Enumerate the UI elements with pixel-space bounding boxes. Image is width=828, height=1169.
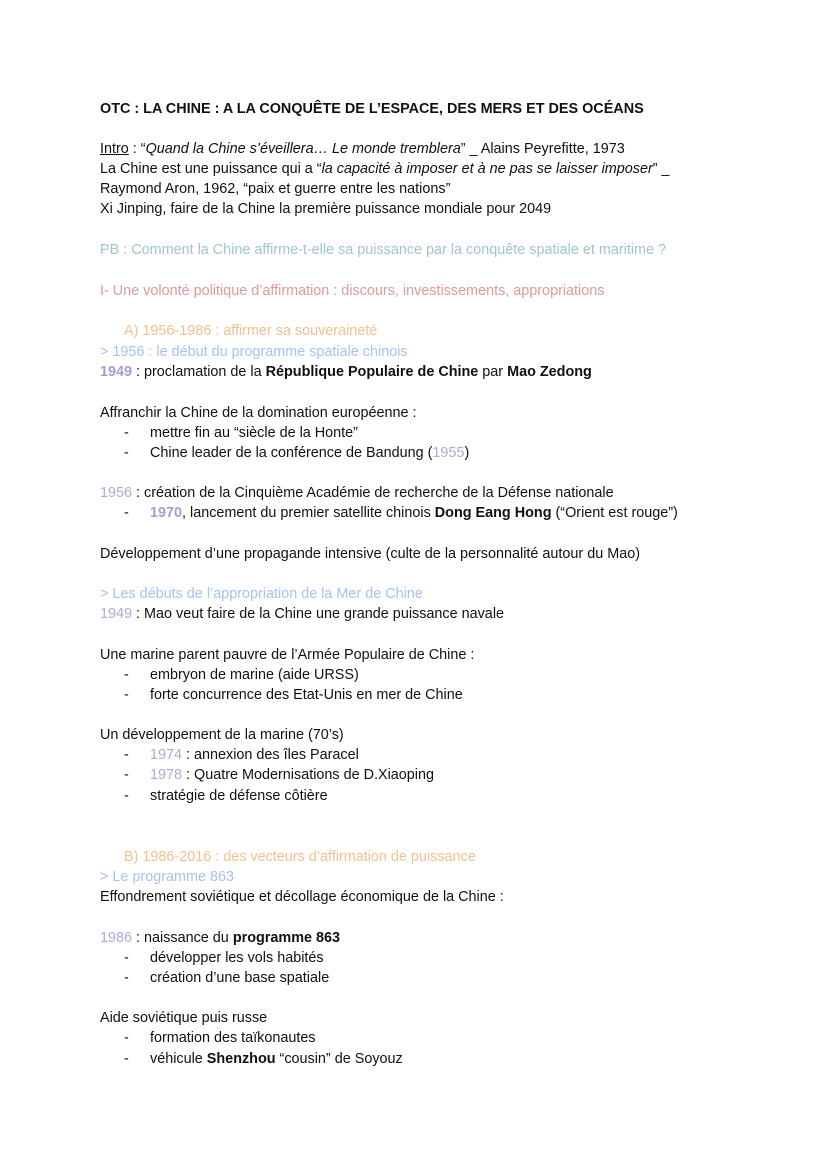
year-1955: 1955 [432,445,465,461]
list-item [0,765,828,785]
bullet-dash: - [124,788,129,804]
list-item-text: développer les vols habités [150,950,324,966]
year-1970: 1970 [150,505,183,521]
year-1949-navy: 1949 [100,606,133,622]
year-1949: 1949 [100,364,133,380]
intro-line-2-end: ” _ [652,161,670,177]
affranchir-line: Affranchir la Chine de la domination européenne : [100,405,417,421]
bullet-dash: - [124,970,129,986]
bullet-dash: - [124,950,129,966]
bullet-dash: - [124,687,129,703]
list-item-text: mettre fin au “siècle de la Honte” [150,425,358,441]
list-item [0,948,828,968]
year-1974: 1974 [150,747,183,763]
bullet-dash: - [124,1051,129,1067]
bullet-dash: - [124,505,129,521]
intro-quote-1: Quand la Chine s’éveillera… Le monde tremblera [145,141,461,157]
bullet-dash: - [124,767,129,783]
year-1956: 1956 [100,485,133,501]
year-1986: 1986 [100,930,133,946]
list-item-text [150,503,678,523]
effondrement-line: Effondrement soviétique et décollage économique de la Chine : [100,889,504,905]
bullet-dash: - [124,445,129,461]
marine-line: Une marine parent pauvre de l’Armée Populaire de Chine : [100,647,475,663]
bullet-dash: - [124,747,129,763]
rpc-name: République Populaire de Chine [265,364,479,380]
par-text: par [478,364,508,380]
list-item-text [150,1049,403,1069]
section-b-heading: B) 1986-2016 : des vecteurs d’affirmation de puissance [124,849,476,865]
satellite-name: Dong Eang Hong [434,505,552,521]
intro-label: Intro [100,141,129,157]
list-item [0,665,828,685]
bullet-dash: - [124,667,129,683]
list-item-text [150,765,434,785]
creation-line [100,483,614,503]
list-item [0,503,828,523]
intro-line-2-start: La Chine est une puissance qui a “ [100,161,322,177]
intro-line-1 [100,139,625,159]
intro-line-3: Raymond Aron, 1962, “paix et guerre entre les nations” [100,181,451,197]
list-item-text: création d’une base spatiale [150,970,330,986]
section-b-subheading-1: > Le programme 863 [100,869,234,885]
list-item [0,786,828,806]
list-item-text [150,443,469,463]
programme-863-name: programme 863 [232,930,341,946]
creation-text: : création de la Cinquième Académie de recherche de la Défense nationale [132,485,614,501]
bandung-text: Chine leader de la conférence de Bandung ( [150,445,433,461]
section-a-heading: A) 1956-1986 : affirmer sa souveraineté [124,323,378,339]
soyouz-text: “cousin” de Soyouz [275,1051,403,1067]
bullet-dash: - [124,1030,129,1046]
list-item-text: stratégie de défense côtière [150,788,328,804]
list-item [0,443,828,463]
year-1978: 1978 [150,767,183,783]
paracel-text: : annexion des îles Paracel [182,747,359,763]
section-a-subheading-2: > Les débuts de l’appropriation de la Mer de Chine [100,586,423,602]
modernisations-text: : Quatre Modernisations de D.Xiaoping [182,767,434,783]
list-item [0,423,828,443]
mao-name: Mao Zedong [507,364,592,380]
problematique: PB : Comment la Chine affirme-t-elle sa puissance par la conquête spatiale et maritime ? [100,242,667,258]
intro-quote-2: la capacité à imposer et à ne pas se laisser imposer [321,161,653,177]
development-line: Un développement de la marine (70’s) [100,727,344,743]
bandung-close: ) [464,445,470,461]
shenzhou-name: Shenzhou [206,1051,276,1067]
bullet-dash: - [124,425,129,441]
list-item-text: formation des taïkonautes [150,1030,316,1046]
list-item [0,685,828,705]
aide-line: Aide soviétique puis russe [100,1010,268,1026]
list-item-text: embryon de marine (aide URSS) [150,667,359,683]
naissance-text: : naissance du [132,930,233,946]
intro-line-2 [100,159,670,179]
list-item [0,968,828,988]
proclamation-line [100,362,592,382]
list-item [0,1028,828,1048]
satellite-translation: (“Orient est rouge”) [551,505,678,521]
document-title: OTC : LA CHINE : A LA CONQUÊTE DE L’ESPACE, DES MERS ET DES OCÉANS [100,101,644,117]
intro-line-4: Xi Jinping, faire de la Chine la première puissance mondiale pour 2049 [100,201,552,217]
section-a-subheading-1: > 1956 : le début du programme spatiale chinois [100,344,408,360]
propagande-line: Développement d’une propagande intensive (culte de la personnalité autour du Mao) [100,546,641,562]
intro-attribution-1: ” _ Alains Peyrefitte, 1973 [460,141,625,157]
list-item-text: forte concurrence des Etat-Unis en mer de Chine [150,687,463,703]
satellite-text: , lancement du premier satellite chinois [182,505,435,521]
part-1-heading: I- Une volonté politique d’affirmation : discours, investissements, appropriations [100,283,605,299]
mao-navy-line [100,604,504,624]
list-item [0,1049,828,1069]
mao-navy-text: : Mao veut faire de la Chine une grande puissance navale [132,606,505,622]
list-item-text [150,745,359,765]
vehicule-text: véhicule [150,1051,207,1067]
intro-sep: : “ [128,141,146,157]
proclamation-text: : proclamation de la [132,364,266,380]
programme-863-line [100,928,340,948]
list-item [0,745,828,765]
